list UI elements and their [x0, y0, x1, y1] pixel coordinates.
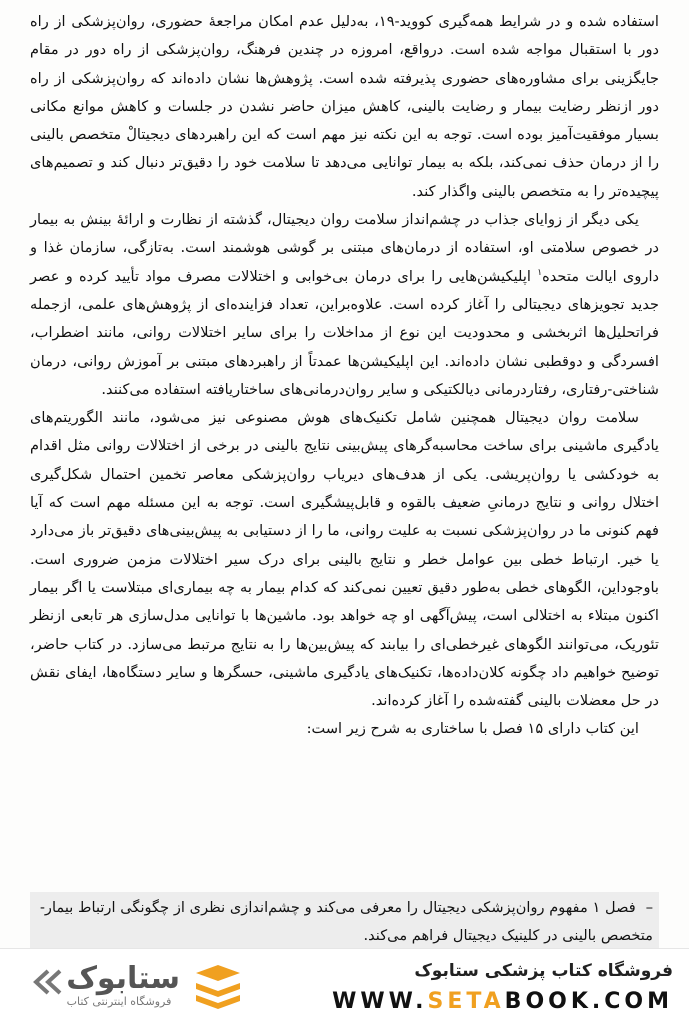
url-prefix: WWW. — [332, 989, 428, 1014]
paragraph-1: استفاده شده و در شرایط همه‌گیری کووید-۱۹، به‌دلیل عدم امکان مراجعهٔ حضوری، روان‌پزشکی از راه دور با استقبال مواجه شده است. درواقع، امروزه در چندین فرهنگ، روان‌پزشکی از راه دور در مقام جایگزینی برای مشاوره‌های حضوری پذیرفته شده است. پژوهش‌ها نشان داده‌اند که روان‌پزشکی از راه دور ازنظر رضایت بیمار و رضایت بالینی، کاهش میزان حاضر نشدن در جلسات و کاهش موانع مکانی بسیار موفقیت‌آمیز بوده است. توجه به این نکته نیز مهم است که این راهبردهای دیجیتالْ متخصص بالینی را از درمان حذف نمی‌کند، بلکه به بیمار توانایی می‌دهد تا سلامت خود را دقیق‌تر دنبال کند و تصمیم‌های پیچیده‌تر را به متخصص بالینی واگذار کند. — [30, 13, 659, 200]
footer-banner — [0, 948, 689, 1024]
paragraph-4: این کتاب دارای ۱۵ فصل با ساختاری به شرح زیر است: — [306, 720, 639, 738]
url-accent: SETA — [427, 989, 505, 1014]
paragraph-2 — [30, 206, 659, 404]
list-dash: – — [645, 899, 653, 916]
logo-word: ستابوک — [66, 961, 180, 996]
double-chevron-icon — [30, 967, 66, 997]
chapter-list-item — [30, 892, 659, 953]
store-url[interactable] — [332, 989, 673, 1014]
paragraph-2-start: یکی دیگر از زوایای جذاب در چشم‌انداز سلامت روان دیجیتال، گذشته از نظارت و ارائهٔ بینش به بیمار در خصوص سلامتی او، استفاده از درمان‌های مبتنی بر گوشی هوشمند است. به‌تازگی، سازمان غذا و داروی ایالت متحده — [30, 211, 659, 285]
body-text — [30, 8, 659, 744]
setabook-logo[interactable] — [30, 961, 270, 1015]
store-name: فروشگاه کتاب پزشکی ستابوک — [414, 961, 673, 981]
logo-subtitle: فروشگاه اینترنتی کتاب — [66, 995, 172, 1008]
book-stack-icon — [190, 963, 246, 1011]
footnote-marker: ۱ — [537, 267, 543, 278]
paragraph-2-rest: اپلیکیشن‌هایی را برای درمان بی‌خوابی و اختلالات مصرف مواد تأیید کرده و عصر جدید تجویزهای دیجیتالی را آغاز کرده است. علاوه‌براین، تعداد فزاینده‌ای از پژوهش‌های علمی، ازجمله فراتحلیل‌ها اثربخشی و محدودیت این نوع از مداخلات را برای سایر اختلالات روانی، مانند اضطراب، افسردگی و دوقطبی نشان داده‌اند. این اپلیکیشن‌ها عمدتاً از راهبردهای مبتنی بر آموزش روانی، درمان شناختی-رفتاری، رفتاردرمانی دیالکتیکی و سایر روان‌درمانی‌های ساختاریافته استفاده می‌کنند. — [30, 267, 659, 398]
url-suffix: BOOK.COM — [504, 989, 673, 1014]
paragraph-3: سلامت روان دیجیتال همچنین شامل تکنیک‌های هوش مصنوعی نیز می‌شود، مانند الگوریتم‌های یادگیری ماشینی برای ساخت محاسبه‌گرهای پیش‌بینی نتایج بالینی در برخی از اختلالات روانی مثل اقدام به خودکشی یا روان‌پریشی. یکی از هدف‌های دیریاب روان‌پزشکی معاصر تخمین احتمال شکل‌گیری اختلال روانی و نتایج درمانیِ ضعیف بالقوه و قابل‌پیشگیری است. توجه به این مسئله مهم است که آیا فهم کنونی ما در روان‌پزشکی نسبت به علیت روانی، ما را از دستیابی به پیش‌بینی‌های دقیق‌تر باز می‌دارد یا خیر. ارتباط خطی بین عوامل خطر و نتایج بالینی برای درک سیر اختلالات مزمن ضروری است. باوجوداین، الگوهای خطی به‌طور دقیق تعیین نمی‌کند که کدام بیمار به چه بیماری‌ای مبتلاست یا اگر بیمار اکنون مبتلاء به اختلالی است، پیش‌آگهی او چه خواهد بود. ماشین‌ها با توانایی مدل‌سازی هر تابعی ازنظر تئوریک، می‌توانند الگوهای غیرخطی‌ای را بیابند که پیش‌بین‌ها را به نتایج مرتبط می‌سازد. در کتاب حاضر، توضیح خواهیم داد چگونه کلان‌داده‌ها، تکنیک‌های یادگیری ماشینی، حسگرها و سایر دستگاه‌ها، ایفای نقش در حل معضلات بالینی گفته‌شده را آغاز کرده‌اند. — [30, 409, 659, 710]
list-item-text: فصل ۱ مفهوم روان‌پزشکی دیجیتال را معرفی می‌کند و چشم‌اندازی نظری از چگونگی ارتباط بیمار- متخصص بالینی در کلینیک دیجیتال فراهم می‌کند. — [40, 899, 653, 945]
